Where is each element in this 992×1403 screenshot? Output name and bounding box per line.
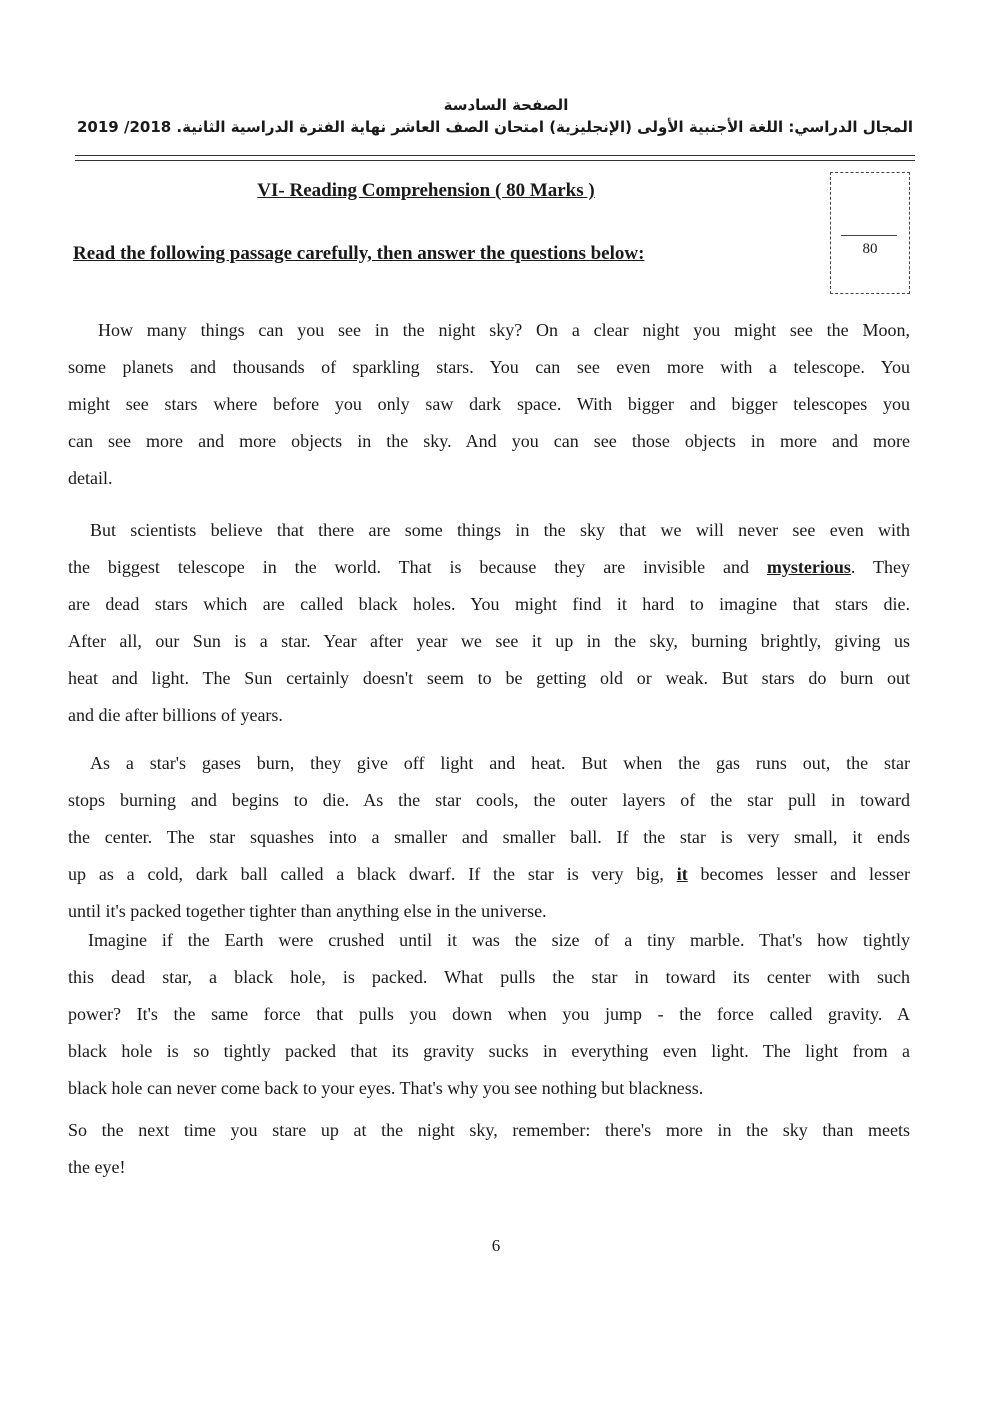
page-number: 6 (491, 1236, 501, 1255)
passage-line: up as a cold, dark ball called a black dwarf. If the star is very big, it becomes lesser and lesser (68, 864, 910, 884)
passage-line: power? It's the same force that pulls you down when you jump - the force called gravity. A (68, 1004, 910, 1024)
divider (75, 160, 915, 161)
passage-line: As a star's gases burn, they give off light and heat. But when the gas runs out, the star (90, 753, 910, 773)
passage-line: are dead stars which are called black holes. You might find it hard to imagine that stars die. (68, 594, 910, 614)
instruction: Read the following passage carefully, then answer the questions below: (73, 243, 645, 264)
passage-line: How many things can you see in the night sky? On a clear night you might see the Moon, (98, 320, 910, 340)
passage-line: might see stars where before you only saw dark space. With bigger and bigger telescopes you (68, 394, 910, 414)
passage-line: the biggest telescope in the world. That is because they are invisible and mysterious. They (68, 557, 910, 577)
passage-line: stops burning and begins to die. As the star cools, the outer layers of the star pull in toward (68, 790, 910, 810)
passage-line: some planets and thousands of sparkling stars. You can see even more with a telescope. You (68, 357, 910, 377)
section-title: VI- Reading Comprehension ( 80 Marks ) (257, 180, 595, 201)
passage-line: detail. (68, 468, 113, 488)
paragraph (68, 512, 910, 734)
arabic-page-title: الصفحة السادسة (443, 96, 569, 114)
passage-line: black hole is so tightly packed that its gravity sucks in everything even light. The light from a (68, 1041, 910, 1061)
passage-line: black hole can never come back to your eyes. That's why you see nothing but blackness. (68, 1078, 704, 1098)
passage-line: can see more and more objects in the sky. And you can see those objects in more and more (68, 431, 910, 451)
passage-line: the center. The star squashes into a smaller and smaller ball. If the star is very small, it ends (68, 827, 910, 847)
passage-line: Imagine if the Earth were crushed until it was the size of a tiny marble. That's how tightly (88, 930, 910, 950)
passage-line: After all, our Sun is a star. Year after year we see it up in the sky, burning brightly, giving us (68, 631, 910, 651)
paragraph (68, 1112, 910, 1186)
passage-line: until it's packed together tighter than anything else in the universe. (68, 901, 547, 921)
passage-line: this dead star, a black hole, is packed. What pulls the star in toward its center with such (68, 967, 910, 987)
passage-line: heat and light. The Sun certainly doesn't seem to be getting old or weak. But stars do burn out (68, 668, 910, 688)
passage-line: and die after billions of years. (68, 705, 283, 725)
passage-line: So the next time you stare up at the night sky, remember: there's more in the sky than meets (68, 1120, 910, 1140)
paragraph (68, 312, 910, 497)
paragraph (68, 922, 910, 1107)
paragraph (68, 745, 910, 930)
arabic-exam-subtitle: المجال الدراسي: اللغة الأجنبية الأولى (الإنجليزية) امتحان الصف العاشر نهاية الفترة الدراسية الثانية. 2018/ 2019 (77, 118, 913, 136)
passage-line: But scientists believe that there are some things in the sky that we will never see even with (90, 520, 910, 540)
marks-box (830, 172, 910, 294)
passage-line: the eye! (68, 1157, 126, 1177)
divider (75, 155, 915, 156)
marks-value: 80 (862, 241, 878, 257)
